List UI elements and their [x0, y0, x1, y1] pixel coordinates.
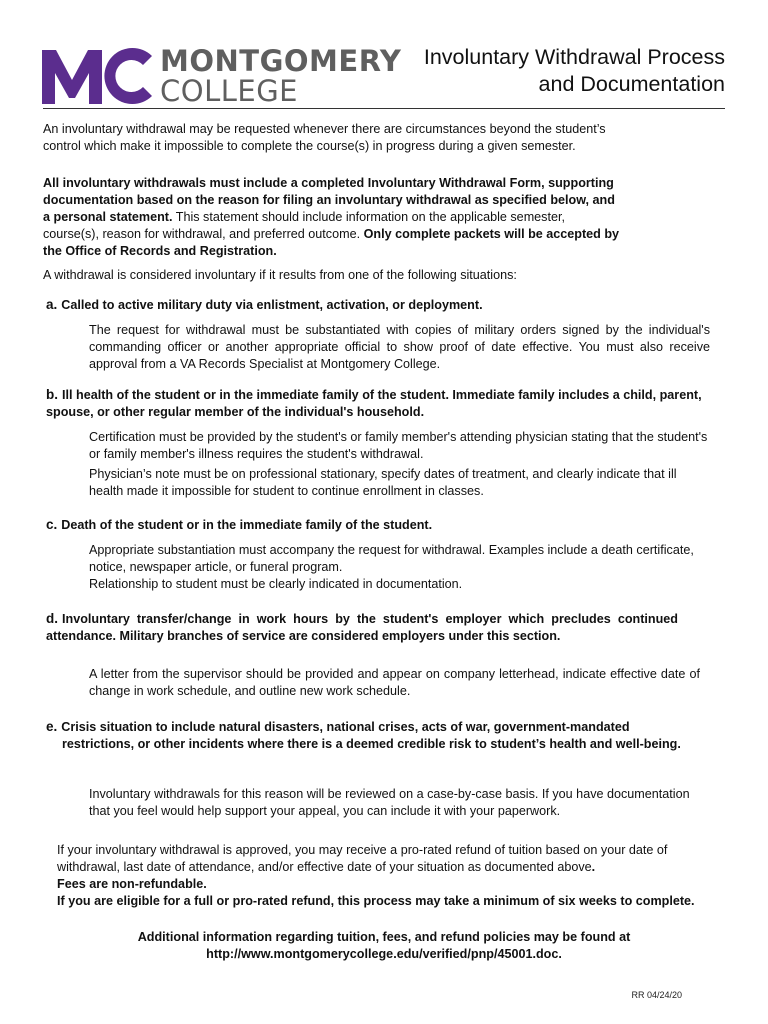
document-title	[385, 44, 725, 98]
refund-period: .	[591, 860, 596, 874]
requirements-paragraph	[43, 175, 733, 260]
intro-line-2: control which make it impossible to complete the course(s) in progress during a given semester.	[43, 139, 576, 153]
header-divider	[43, 108, 725, 109]
logo-text-college: COLLEGE	[160, 74, 299, 108]
requirements-line-1: All involuntary withdrawals must include a completed Involuntary Withdrawal Form, supporting	[43, 176, 614, 190]
section-a-title: Called to active military duty via enlistment, activation, or deployment.	[61, 298, 483, 312]
processing-time-notice: If you are eligible for a full or pro-rated refund, this process may take a minimum of six weeks to complete.	[57, 894, 695, 908]
revision-code: RR 04/24/20	[631, 990, 682, 1000]
section-d-label: d.	[46, 611, 58, 626]
section-d-title: Involuntary transfer/change in work hours by the student's employer which precludes continued attendance. Military branches of service are considered employers under this section.	[46, 612, 678, 643]
additional-info-line1: Additional information regarding tuition, fees, and refund policies may be found at	[137, 930, 631, 944]
section-b-body-2: Physician’s note must be on professional stationary, specify dates of treatment, and clearly indicate that ill health made it impossible for student to continue enrollment in classes.	[89, 467, 677, 498]
section-c-heading	[46, 516, 726, 534]
section-b-label: b.	[46, 387, 58, 402]
requirements-bold-4: Only complete packets will be accepted by	[363, 227, 620, 241]
section-e-body: Involuntary withdrawals for this reason will be reviewed on a case-by-case basis. If you have documentation that you feel would help support your appeal, you can include it with your paperwork.	[89, 787, 690, 818]
section-a-label: a.	[46, 297, 58, 312]
mc-logo-mark	[42, 46, 154, 104]
section-a-heading	[46, 296, 726, 314]
section-c-body-1: Appropriate substantiation must accompany the request for withdrawal. Examples include a death certificate, notice, newspaper article, or funeral program.	[89, 543, 694, 574]
logo-text-montgomery: MONTGOMERY	[160, 44, 402, 78]
section-c-label: c.	[46, 517, 58, 532]
document-title-line2: and Documentation	[538, 72, 725, 96]
section-e-heading	[46, 718, 702, 753]
section-b-body-1: Certification must be provided by the student's or family member's attending physician stating that the student's or family member's illness requires the student's withdrawal.	[89, 430, 708, 461]
requirements-normal-1: This statement should include information on the applicable semester,	[172, 210, 565, 224]
requirements-normal-2: course(s), reason for withdrawal, and preferred outcome.	[43, 227, 364, 241]
section-d-heading	[46, 610, 678, 645]
fees-nonrefundable: Fees are non-refundable.	[57, 877, 207, 891]
refund-paragraph	[57, 842, 697, 910]
montgomery-college-logo	[42, 44, 402, 108]
refund-text: If your involuntary withdrawal is approved, you may receive a pro-rated refund of tuition based on your date of withdrawal, last date of attendance, and/or effective date of your situation as documented above	[57, 843, 668, 874]
additional-info	[43, 929, 725, 963]
intro-line-1: An involuntary withdrawal may be requested whenever there are circumstances beyond the student’s	[43, 122, 606, 136]
section-b-heading	[46, 386, 726, 421]
section-c-body-2: Relationship to student must be clearly indicated in documentation.	[89, 577, 463, 591]
section-b-title: Ill health of the student or in the immediate family of the student. Immediate family includes a child, parent, spouse, or other regular member of the individual's household.	[46, 388, 702, 419]
section-a-body: The request for withdrawal must be substantiated with copies of military orders signed by the individual's commanding officer or another appropriate official to show proof of date effective. You must also receive approval from a VA Records Specialist at Montgomery College.	[89, 323, 710, 371]
section-e-title: Crisis situation to include natural disasters, national crises, acts of war, government-mandated restrictions, or other incidents where there is a deemed credible risk to student’s health and well-being.	[61, 720, 681, 751]
document-title-line1: Involuntary Withdrawal Process	[423, 45, 725, 69]
section-d-body: A letter from the supervisor should be provided and appear on company letterhead, indicate effective date of change in work schedule, and outline new work schedule.	[89, 667, 700, 698]
requirements-bold-3: a personal statement.	[43, 210, 173, 224]
requirements-line-2: documentation based on the reason for filing an involuntary withdrawal as specified below, and	[43, 193, 615, 207]
policy-link[interactable]: http://www.montgomerycollege.edu/verified/pnp/45001.doc.	[206, 947, 562, 961]
section-e-label: e.	[46, 719, 58, 734]
situations-intro: A withdrawal is considered involuntary if it results from one of the following situations:	[43, 268, 517, 282]
requirements-line-5: the Office of Records and Registration.	[43, 244, 277, 258]
intro-paragraph	[43, 121, 733, 155]
section-c-title: Death of the student or in the immediate family of the student.	[61, 518, 433, 532]
